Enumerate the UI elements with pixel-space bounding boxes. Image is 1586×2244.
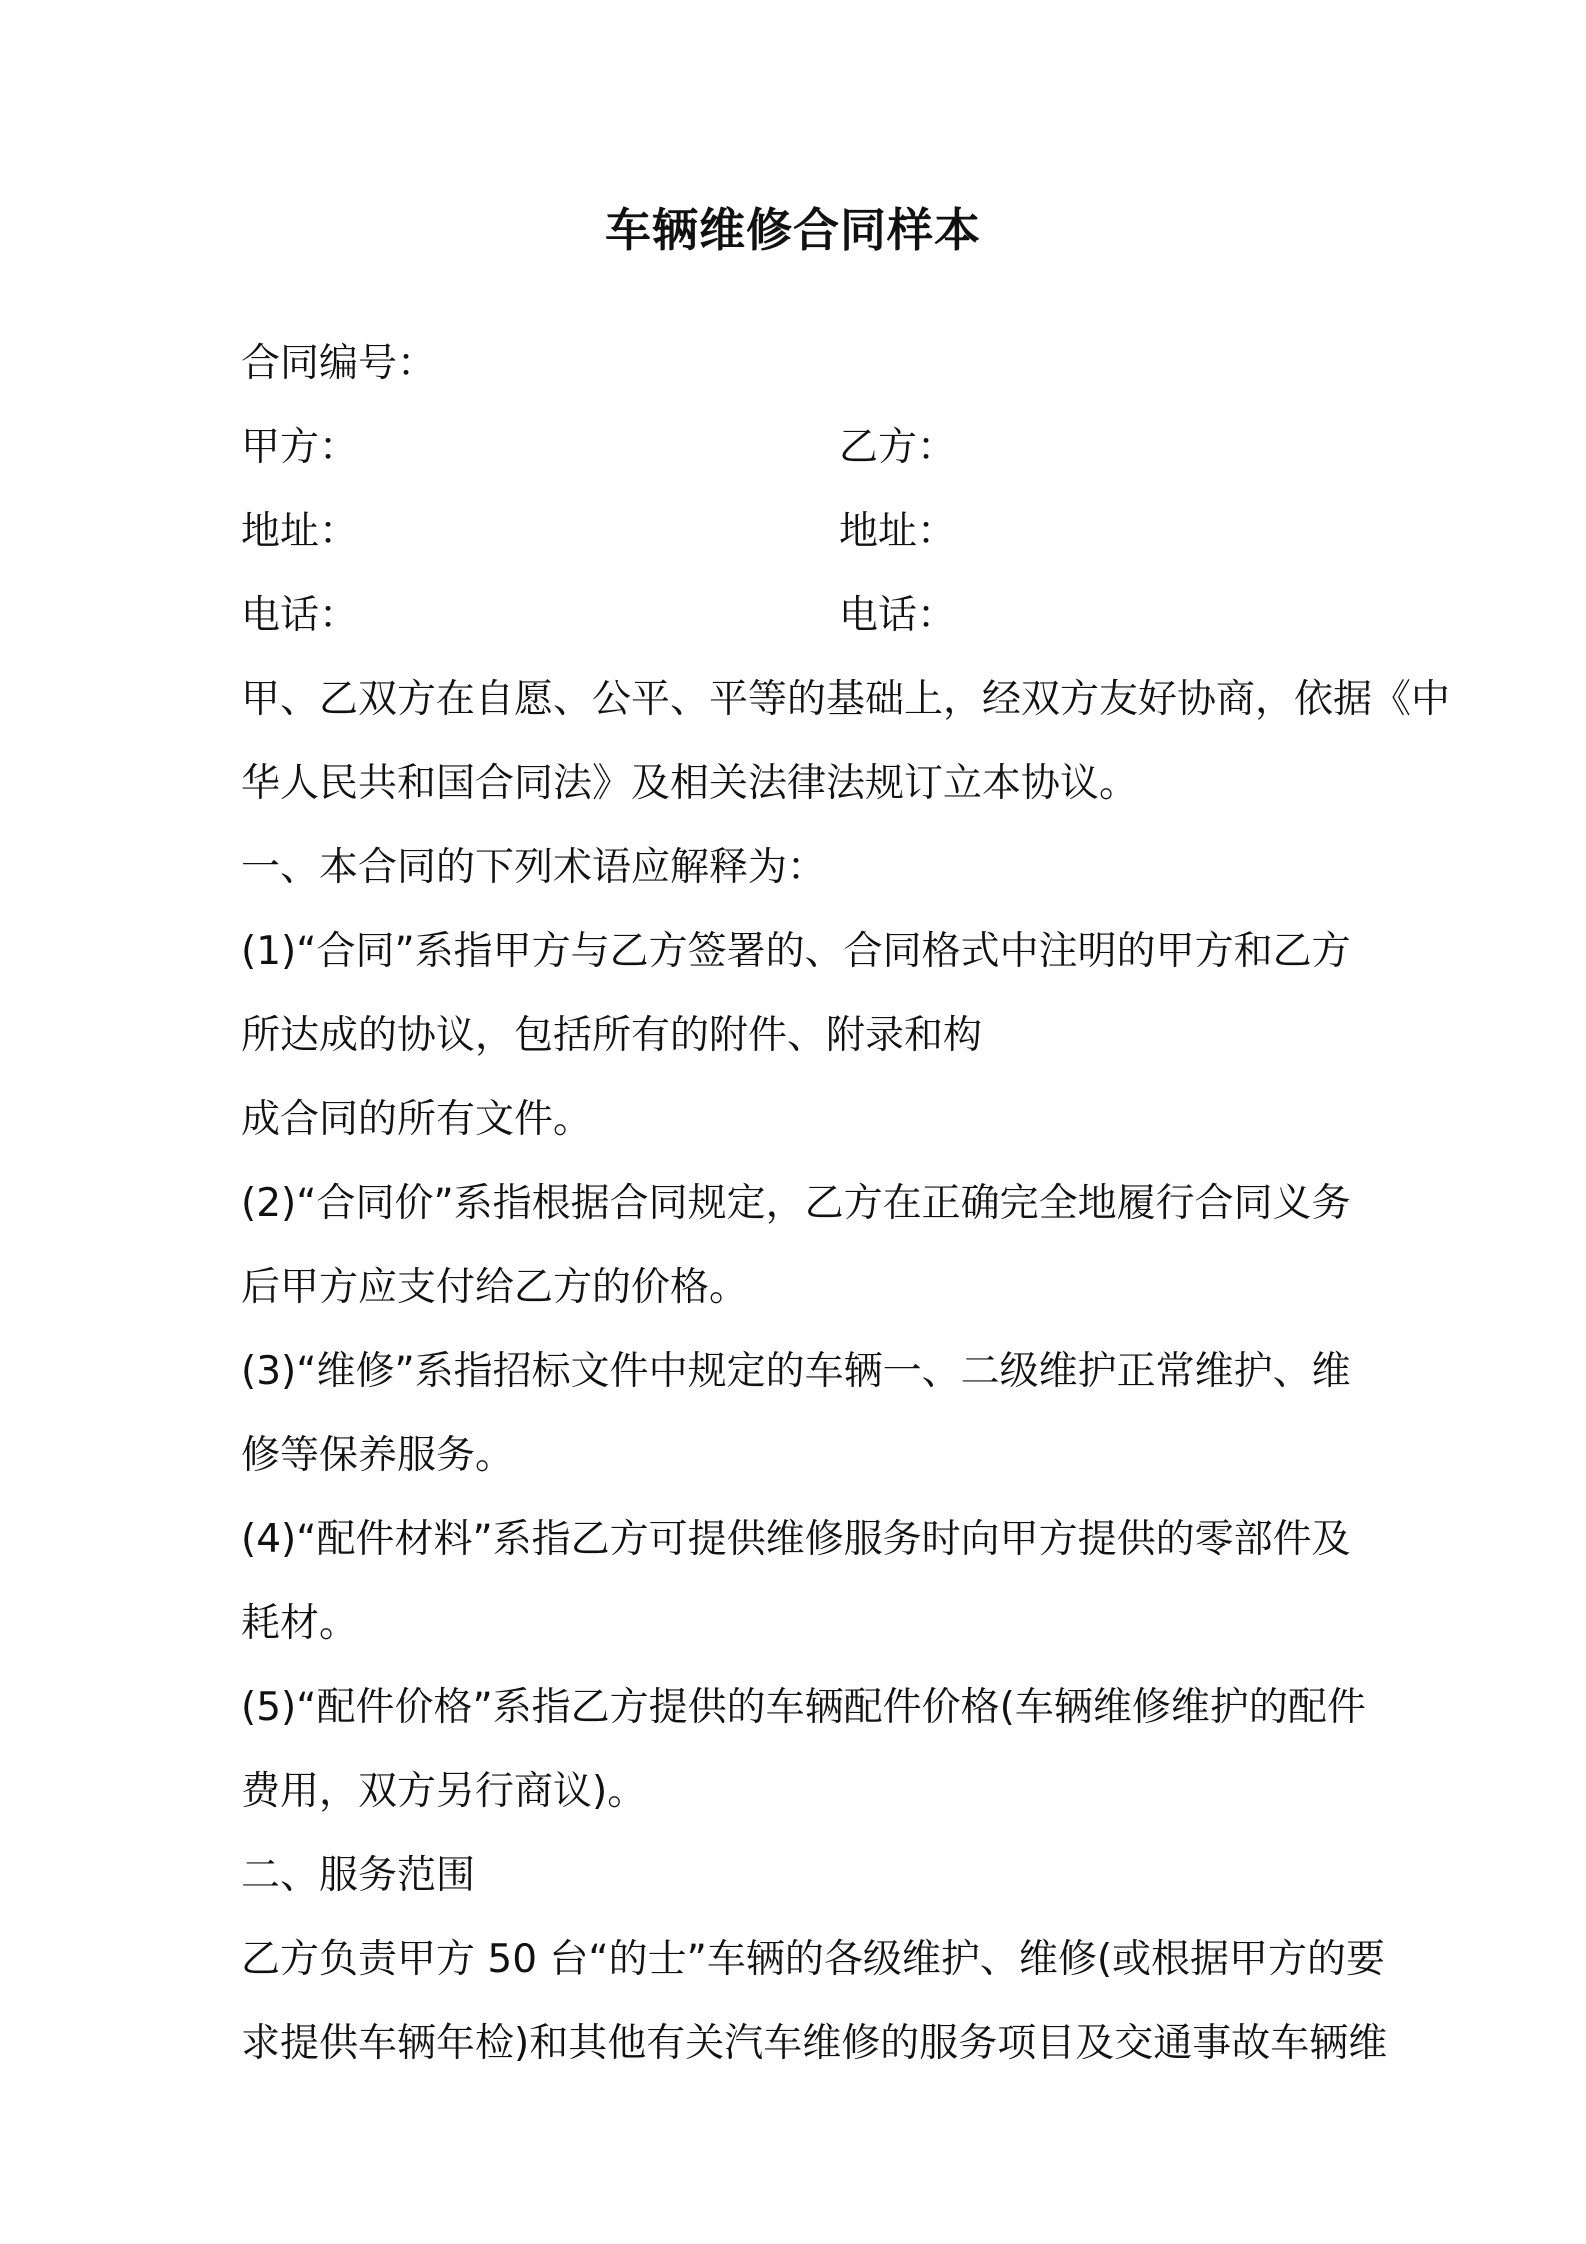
- body-line: 甲、乙双方在自愿、公平、平等的基础上，经双方友好协商，依据《中: [241, 677, 1451, 722]
- body-line: 耗材。: [241, 1601, 359, 1646]
- address-a-label: 地址：: [241, 509, 359, 554]
- phone-a-label: 电话：: [241, 593, 359, 638]
- body-line: (3)“维修”系指招标文件中规定的车辆一、二级维护正常维护、维: [241, 1349, 1351, 1394]
- section-heading: 一、本合同的下列术语应解释为：: [241, 845, 827, 890]
- body-line: 求提供车辆年检)和其他有关汽车维修的服务项目及交通事故车辆维: [241, 2021, 1388, 2066]
- body-line: 乙方负责甲方 50 台“的士”车辆的各级维护、维修(或根据甲方的要: [241, 1937, 1386, 1982]
- address-b-label: 地址：: [839, 509, 957, 554]
- party-row: [241, 422, 957, 474]
- body-line: (1)“合同”系指甲方与乙方签署的、合同格式中注明的甲方和乙方: [241, 929, 1351, 974]
- body-line: (4)“配件材料”系指乙方可提供维修服务时向甲方提供的零部件及: [241, 1517, 1351, 1562]
- body-line: 费用，双方另行商议)。: [241, 1769, 647, 1814]
- contract-number-label: 合同编号：: [241, 341, 437, 386]
- party-a-label: 甲方：: [241, 425, 359, 470]
- body-line: (5)“配件价格”系指乙方提供的车辆配件价格(车辆维修维护的配件: [241, 1685, 1366, 1730]
- body-line: 所达成的协议，包括所有的附件、附录和构: [241, 1013, 983, 1058]
- document-title: 车辆维修合同样本: [605, 203, 981, 257]
- party-b-label: 乙方：: [839, 425, 957, 470]
- body-line: 华人民共和国合同法》及相关法律法规订立本协议。: [241, 761, 1139, 806]
- section-heading: 二、服务范围: [241, 1853, 476, 1898]
- phone-b-label: 电话：: [839, 593, 957, 638]
- body-line: 成合同的所有文件。: [241, 1097, 593, 1142]
- body-line: (2)“合同价”系指根据合同规定，乙方在正确完全地履行合同义务: [241, 1181, 1351, 1226]
- body-line: 修等保养服务。: [241, 1433, 515, 1478]
- phone-row: [241, 590, 957, 642]
- address-row: [241, 506, 957, 558]
- body-line: 后甲方应支付给乙方的价格。: [241, 1265, 749, 1310]
